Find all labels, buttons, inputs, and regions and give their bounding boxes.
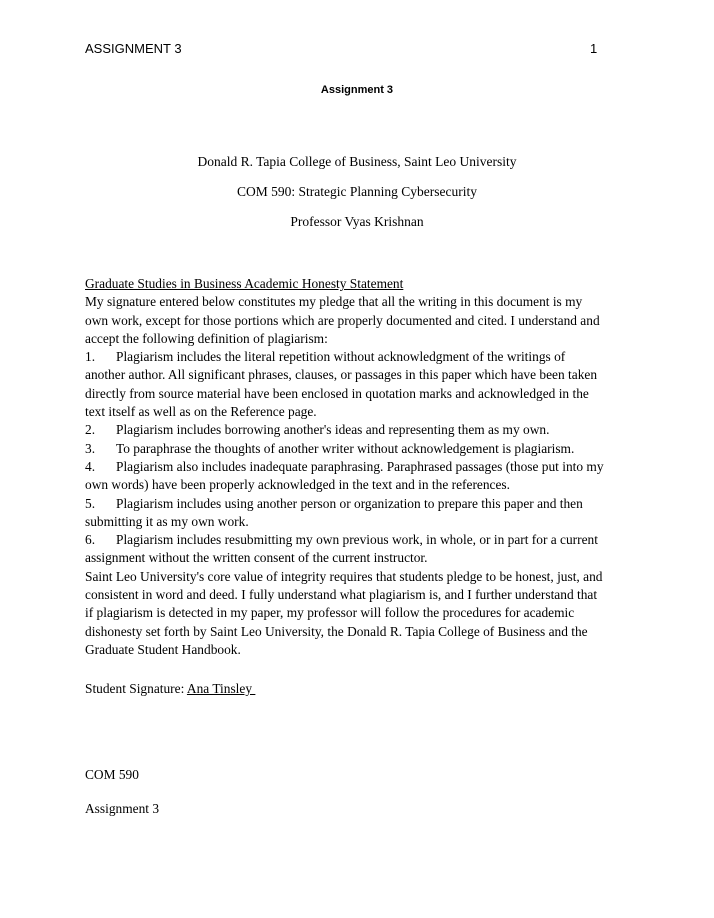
list-item-continuation: text itself as well as on the Reference page.: [85, 404, 317, 420]
professor-line: Professor Vyas Krishnan: [290, 214, 424, 229]
list-item: 3. To paraphrase the thoughts of another writer without acknowledgement is plagiarism.: [85, 440, 575, 456]
closing-line: if plagiarism is detected in my paper, my professor will follow the procedures for academic: [85, 605, 575, 621]
document-title: Assignment 3: [320, 84, 394, 96]
closing-line: consistent in word and deed. I fully understand what plagiarism is, and I further understand that: [85, 587, 598, 603]
closing-line: dishonesty set forth by Saint Leo University, the Donald R. Tapia College of Business and the: [85, 623, 588, 639]
intro-line: accept the following definition of plagiarism:: [85, 330, 328, 346]
list-item-continuation: submitting it as my own work.: [85, 513, 249, 529]
footer-course: COM 590: [85, 767, 139, 782]
closing-line: Graduate Student Handbook.: [85, 641, 241, 657]
signature-label: Student Signature:: [85, 681, 187, 696]
list-item-continuation: another author. All significant phrases, clauses, or passages in this paper which have been taken: [85, 367, 598, 383]
list-item: 4. Plagiarism also includes inadequate paraphrasing. Paraphrased passages (those put into my: [85, 458, 604, 474]
list-item: 1. Plagiarism includes the literal repetition without acknowledgment of the writings of: [85, 349, 566, 365]
list-item: 2. Plagiarism includes borrowing another's ideas and representing them as my own.: [85, 422, 550, 438]
intro-line: own work, except for those portions which are properly documented and cited. I understand and: [85, 312, 600, 328]
statement-heading: Graduate Studies in Business Academic Honesty Statement: [85, 276, 404, 291]
intro-line: My signature entered below constitutes my pledge that all the writing in this document is my: [85, 294, 583, 310]
college-line: Donald R. Tapia College of Business, Saint Leo University: [197, 154, 517, 169]
list-item-continuation: own words) have been properly acknowledged in the text and in the references.: [85, 477, 510, 493]
honesty-statement: [85, 275, 645, 659]
course-line: COM 590: Strategic Planning Cybersecurity: [237, 184, 477, 199]
student-signature: Ana Tinsley: [186, 681, 256, 696]
closing-line: Saint Leo University's core value of integrity requires that students pledge to be honest, just, and: [85, 568, 603, 584]
list-item-continuation: assignment without the written consent of the current instructor.: [85, 550, 428, 566]
page-number: 1: [590, 41, 598, 56]
list-item: 5. Plagiarism includes using another person or organization to prepare this paper and then: [85, 495, 583, 511]
footer-assignment: Assignment 3: [85, 801, 160, 816]
signature-line: [85, 681, 255, 697]
list-item: 6. Plagiarism includes resubmitting my own previous work, in whole, or in part for a current: [85, 532, 598, 548]
running-header: ASSIGNMENT 3: [85, 41, 182, 56]
list-item-continuation: directly from source material have been enclosed in quotation marks and acknowledged in the: [85, 385, 589, 401]
